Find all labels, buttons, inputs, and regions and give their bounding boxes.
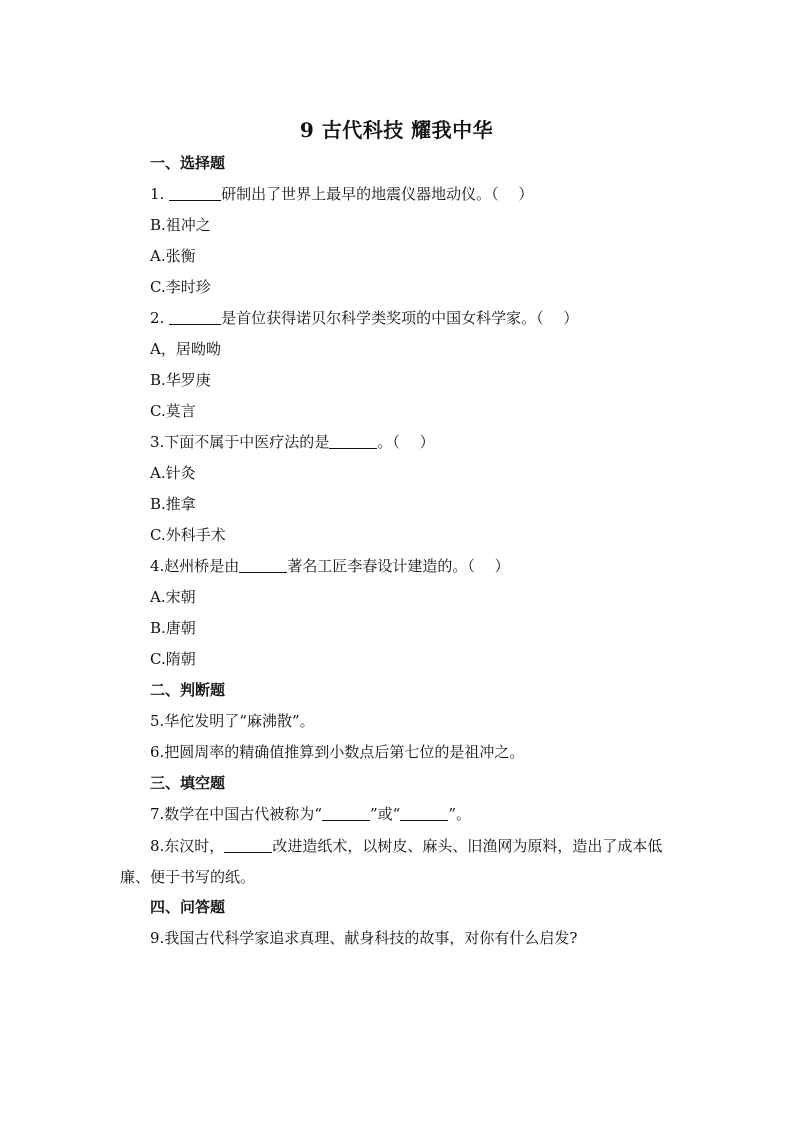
question-1-prefix: 1. bbox=[150, 185, 170, 203]
option: B.唐朝 bbox=[150, 619, 196, 637]
question-2-prefix: 2. bbox=[150, 309, 170, 327]
question-4-prefix: 4.赵州桥是由 bbox=[150, 557, 240, 575]
section-heading-choice: 一、选择题 bbox=[150, 154, 226, 172]
section-heading-fill-blank: 三、填空题 bbox=[150, 774, 226, 792]
question-5: 5.华佗发明了“麻沸散”。 bbox=[150, 712, 315, 730]
question-3 bbox=[150, 432, 435, 452]
question-7 bbox=[150, 804, 471, 824]
question-1-text: 研制出了世界上最早的地震仪器地动仪。（ ） bbox=[221, 185, 534, 203]
option: C.外科手术 bbox=[150, 526, 226, 544]
question-7-suffix: ”。 bbox=[448, 805, 471, 823]
option: A，居呦呦 bbox=[150, 340, 221, 358]
option: B.推拿 bbox=[150, 495, 196, 513]
question-3-text: 。（ ） bbox=[377, 433, 435, 451]
option: B.祖冲之 bbox=[150, 216, 211, 234]
question-2 bbox=[150, 308, 578, 328]
option: C.李时珍 bbox=[150, 278, 211, 296]
answer-blank[interactable] bbox=[322, 806, 370, 821]
question-9: 9.我国古代科学家追求真理、献身科技的故事，对你有什么启发? bbox=[150, 929, 578, 947]
question-7-prefix: 7.数学在中国古代被称为“ bbox=[150, 805, 322, 823]
question-4-text: 著名工匠李春设计建造的。（ ） bbox=[287, 557, 510, 575]
answer-blank[interactable] bbox=[400, 806, 448, 821]
option: C.隋朝 bbox=[150, 650, 196, 668]
question-7-middle: ”或“ bbox=[369, 805, 401, 823]
option: C.莫言 bbox=[150, 402, 196, 420]
answer-blank[interactable] bbox=[239, 558, 287, 573]
option: A.针灸 bbox=[150, 464, 196, 482]
question-4 bbox=[150, 556, 510, 576]
question-3-prefix: 3.下面不属于中医疗法的是 bbox=[150, 433, 330, 451]
section-heading-judgement: 二、判断题 bbox=[150, 681, 226, 699]
question-8-text: 改进造纸术，以树皮、麻头、旧渔网为原料，造出了成本低廉、便于书写的纸。 bbox=[120, 837, 663, 886]
page-title: 9 古代科技 耀我中华 bbox=[299, 118, 494, 142]
section-heading-qa: 四、问答题 bbox=[150, 898, 226, 916]
option: B.华罗庚 bbox=[150, 371, 211, 389]
question-8 bbox=[120, 831, 680, 893]
answer-blank[interactable] bbox=[329, 434, 377, 449]
answer-blank[interactable] bbox=[169, 310, 221, 325]
option: A.宋朝 bbox=[150, 588, 196, 606]
question-6: 6.把圆周率的精确值推算到小数点后第七位的是祖冲之。 bbox=[150, 743, 525, 761]
option: A.张衡 bbox=[150, 247, 196, 265]
question-8-prefix: 8.东汉时， bbox=[150, 837, 225, 855]
answer-blank[interactable] bbox=[224, 838, 272, 853]
answer-blank[interactable] bbox=[169, 186, 221, 201]
question-1 bbox=[150, 184, 533, 204]
question-2-text: 是首位获得诺贝尔科学类奖项的中国女科学家。（ ） bbox=[221, 309, 579, 327]
